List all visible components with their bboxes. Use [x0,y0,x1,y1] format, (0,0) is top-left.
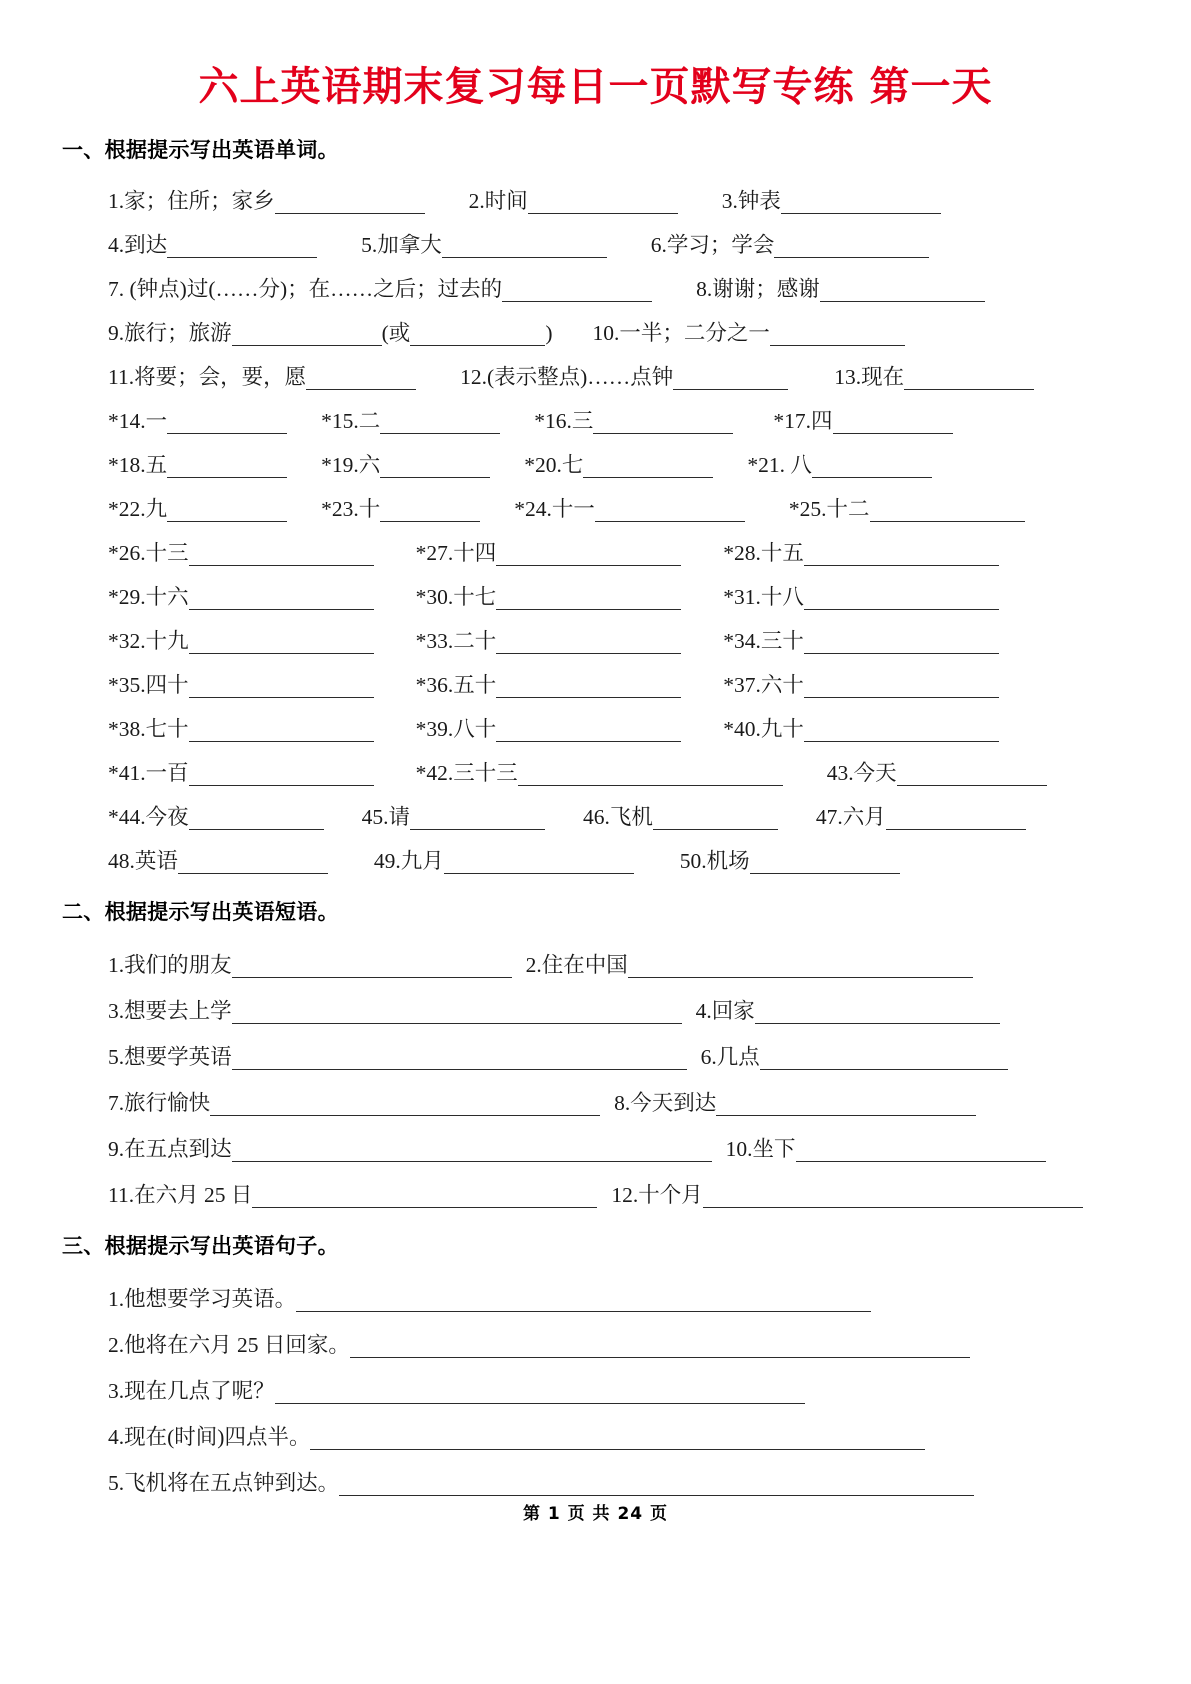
question-item [108,1378,805,1405]
question-item [788,496,1025,523]
question-row [108,302,1121,346]
question-item [108,1424,925,1451]
question-prompt: 3.想要去上学 [108,998,232,1023]
question-prompt: *37.六十 [723,672,804,697]
question-row [108,786,1121,830]
question-prompt: *21. 八 [747,452,812,477]
question-prompt: 8.今天到达 [614,1090,717,1115]
answer-blank[interactable] [232,1003,682,1024]
answer-blank[interactable] [310,1429,925,1450]
answer-blank[interactable] [750,853,900,874]
question-list [62,1266,1121,1496]
answer-blank[interactable] [804,721,999,742]
question-prompt: *25.十二 [788,496,870,521]
question-item [614,1090,976,1117]
answer-blank[interactable] [653,809,778,830]
question-prompt: 9.在五点到达 [108,1136,232,1161]
question-item [415,628,682,655]
question-row [108,434,1121,478]
question-item [700,1044,1008,1071]
question-row [108,1070,1121,1116]
question-item [108,952,512,979]
answer-blank[interactable] [673,369,788,390]
question-prompt: 5.想要学英语 [108,1044,232,1069]
answer-blank[interactable] [189,809,324,830]
question-item [826,760,1047,787]
answer-blank[interactable] [380,501,480,522]
question-row [108,610,1121,654]
question-row [108,390,1121,434]
answer-blank[interactable] [774,237,929,258]
answer-blank[interactable] [528,193,678,214]
question-item [524,452,713,479]
answer-blank[interactable] [252,1187,597,1208]
question-prompt: (或 [381,320,411,345]
question-item [747,452,932,479]
question-item [108,1136,712,1163]
question-row [108,1312,1121,1358]
question-prompt: *15.二 [321,408,381,433]
question-prompt: 50.机场 [679,848,750,873]
question-item [415,672,682,699]
question-prompt: 2.他将在六月 25 日回家。 [108,1332,350,1357]
question-prompt: 3.钟表 [721,188,781,213]
question-item [108,1090,600,1117]
answer-blank[interactable] [833,413,953,434]
question-item [108,276,652,303]
question-row [108,932,1121,978]
question-item [108,1182,597,1209]
answer-blank[interactable] [167,501,287,522]
answer-blank[interactable] [897,765,1047,786]
question-item [108,672,374,699]
answer-blank[interactable] [796,1141,1046,1162]
answer-blank[interactable] [296,1291,871,1312]
question-prompt: 1.他想要学习英语。 [108,1286,297,1311]
question-prompt: 11.将要；会，要，愿 [108,364,307,389]
question-prompt: 49.九月 [373,848,444,873]
answer-blank[interactable] [442,237,607,258]
question-item [592,320,904,347]
worksheet-body [0,134,1191,1496]
question-prompt: 47.六月 [815,804,886,829]
question-item [108,848,328,875]
answer-blank[interactable] [595,501,745,522]
question-item [696,276,985,303]
answer-blank[interactable] [496,545,681,566]
question-prompt: *32.十九 [108,628,189,653]
answer-blank[interactable] [496,589,681,610]
question-item [108,998,682,1025]
question-prompt: *19.六 [321,452,381,477]
answer-blank[interactable] [496,721,681,742]
question-item [525,952,973,979]
question-row [108,698,1121,742]
answer-blank[interactable] [870,501,1025,522]
section-2 [62,896,1121,1208]
question-prompt: *31.十八 [723,584,804,609]
question-prompt: *36.五十 [415,672,497,697]
question-item [415,760,783,787]
answer-blank[interactable] [496,633,681,654]
answer-blank[interactable] [444,853,634,874]
question-row [108,978,1121,1024]
answer-blank[interactable] [410,809,545,830]
question-prompt: *16.三 [534,408,594,433]
question-item [108,320,382,347]
question-prompt: *17.四 [773,408,833,433]
question-item [108,188,425,215]
answer-blank[interactable] [189,589,374,610]
question-item [415,540,682,567]
answer-blank[interactable] [820,281,985,302]
question-prompt: 11.在六月 25 日 [108,1182,253,1207]
answer-blank[interactable] [502,281,652,302]
question-row [108,830,1121,874]
answer-blank[interactable] [716,1095,976,1116]
answer-blank[interactable] [275,1383,805,1404]
answer-blank[interactable] [703,1187,1083,1208]
question-row [108,170,1121,214]
question-item [321,496,480,523]
question-row [108,654,1121,698]
question-item [321,452,490,479]
question-prompt: 2.时间 [468,188,528,213]
answer-blank[interactable] [518,765,783,786]
question-prompt: 46.飞机 [583,804,653,829]
question-prompt: *34.三十 [723,628,804,653]
answer-blank[interactable] [583,457,713,478]
answer-blank[interactable] [189,721,374,742]
question-item [415,584,682,611]
question-prompt: 12.(表示整点)……点钟 [460,364,674,389]
question-item [679,848,900,875]
question-prompt: 45.请 [361,804,411,829]
question-item [834,364,1034,391]
question-prompt: 5.飞机将在五点钟到达。 [108,1470,340,1495]
question-prompt: 10.坐下 [725,1136,796,1161]
question-item [723,716,999,743]
question-prompt: 9.旅行；旅游 [108,320,232,345]
question-prompt: *14.一 [108,408,168,433]
question-item [361,232,607,259]
question-prompt: *29.十六 [108,584,189,609]
answer-blank[interactable] [886,809,1026,830]
question-prompt: 1.我们的朋友 [108,952,232,977]
answer-blank[interactable] [812,457,932,478]
question-row [108,566,1121,610]
question-item [108,804,324,831]
question-prompt: 43.今天 [826,760,897,785]
question-prompt: 4.现在(时间)四点半。 [108,1424,311,1449]
answer-blank[interactable] [232,957,512,978]
answer-blank[interactable] [804,589,999,610]
question-item [108,408,287,435]
question-list [62,932,1121,1208]
question-item [534,408,733,435]
answer-blank[interactable] [804,633,999,654]
question-prompt: 7.旅行愉快 [108,1090,211,1115]
question-item [361,804,545,831]
question-item [514,496,745,523]
question-prompt: 4.回家 [695,998,755,1023]
answer-blank[interactable] [770,325,905,346]
question-item [321,408,500,435]
question-item [721,188,941,215]
question-item [695,998,1000,1025]
answer-blank[interactable] [178,853,328,874]
question-item [108,364,416,391]
question-prompt: *38.七十 [108,716,189,741]
question-prompt: *30.十七 [415,584,497,609]
question-prompt: *33.二十 [415,628,497,653]
answer-blank[interactable] [804,677,999,698]
question-prompt: 7. (钟点)过(……分)；在……之后；过去的 [108,276,503,301]
question-row [108,1024,1121,1070]
question-item [723,584,999,611]
answer-blank[interactable] [189,633,374,654]
question-row [108,1404,1121,1450]
question-prompt: ) [545,320,553,345]
question-item [108,716,374,743]
answer-blank[interactable] [904,369,1034,390]
question-item [815,804,1026,831]
question-prompt: 13.现在 [834,364,905,389]
question-prompt: 10.一半；二分之一 [592,320,770,345]
page-footer: 第 1 页 共 24 页 [522,1504,669,1524]
answer-blank[interactable] [167,413,287,434]
answer-blank[interactable] [781,193,941,214]
question-prompt: *20.七 [524,452,584,477]
question-row [108,478,1121,522]
question-prompt: 12.十个月 [611,1182,703,1207]
question-item [725,1136,1046,1163]
question-prompt: *41.一百 [108,760,189,785]
question-prompt: *35.四十 [108,672,189,697]
answer-blank[interactable] [189,765,374,786]
question-prompt: 1.家；住所；家乡 [108,188,275,213]
question-prompt: 48.英语 [108,848,178,873]
page-title: 六上英语期末复习每日一页默写专练 第一天 [198,64,993,110]
question-item [108,1332,970,1359]
section-3 [62,1230,1121,1496]
question-item [545,320,553,347]
question-item [650,232,930,259]
question-prompt: *27.十四 [415,540,497,565]
answer-blank[interactable] [410,325,545,346]
question-row [108,214,1121,258]
section-heading: 二、根据提示写出英语短语。 [62,900,339,924]
question-row [108,1450,1121,1496]
question-prompt: 2.住在中国 [525,952,628,977]
answer-blank[interactable] [189,545,374,566]
answer-blank[interactable] [232,1141,712,1162]
question-prompt: *28.十五 [723,540,804,565]
question-item [108,760,374,787]
question-item [108,628,374,655]
question-row [108,742,1121,786]
question-item [373,848,634,875]
question-prompt: *18.五 [108,452,168,477]
question-item [108,540,374,567]
question-prompt: 3.现在几点了呢？ [108,1378,275,1403]
answer-blank[interactable] [628,957,973,978]
question-item [108,1470,974,1497]
question-item [108,452,287,479]
answer-blank[interactable] [339,1475,974,1496]
answer-blank[interactable] [380,413,500,434]
question-prompt: 5.加拿大 [361,232,442,257]
answer-blank[interactable] [210,1095,600,1116]
answer-blank[interactable] [593,413,733,434]
question-prompt: *24.十一 [514,496,595,521]
answer-blank[interactable] [189,677,374,698]
question-item [108,1286,871,1313]
question-item [415,716,682,743]
question-item [773,408,952,435]
question-prompt: 8.谢谢；感谢 [696,276,820,301]
question-row [108,1266,1121,1312]
question-prompt: 6.学习；学会 [650,232,775,257]
question-item [108,584,374,611]
question-item [611,1182,1082,1209]
question-row [108,258,1121,302]
question-item [723,540,999,567]
question-row [108,1116,1121,1162]
answer-blank[interactable] [306,369,416,390]
question-prompt: *44.今夜 [108,804,189,829]
answer-blank[interactable] [350,1337,970,1358]
question-item [583,804,778,831]
section-heading: 一、根据提示写出英语单词。 [62,138,339,162]
question-item [723,628,999,655]
answer-blank[interactable] [167,457,287,478]
question-row [108,346,1121,390]
question-prompt: *42.三十三 [415,760,518,785]
question-row [108,522,1121,566]
question-item [460,364,788,391]
answer-blank[interactable] [275,193,425,214]
answer-blank[interactable] [496,677,681,698]
question-prompt: *40.九十 [723,716,804,741]
question-item [381,320,546,347]
answer-blank[interactable] [755,1003,1000,1024]
question-item [108,1044,687,1071]
sections-container [62,134,1121,1496]
answer-blank[interactable] [232,325,382,346]
section-heading: 三、根据提示写出英语句子。 [62,1234,339,1258]
section-1 [62,134,1121,874]
answer-blank[interactable] [167,237,317,258]
answer-blank[interactable] [232,1049,687,1070]
question-prompt: *39.八十 [415,716,497,741]
question-item [723,672,999,699]
question-item [468,188,678,215]
question-list [62,170,1121,874]
answer-blank[interactable] [760,1049,1008,1070]
question-prompt: *22.九 [108,496,168,521]
question-prompt: 4.到达 [108,232,168,257]
question-item [108,496,287,523]
answer-blank[interactable] [380,457,490,478]
question-item [108,232,317,259]
question-prompt: 6.几点 [700,1044,760,1069]
question-prompt: *23.十 [321,496,381,521]
question-prompt: *26.十三 [108,540,189,565]
answer-blank[interactable] [804,545,999,566]
question-row [108,1358,1121,1404]
question-row [108,1162,1121,1208]
